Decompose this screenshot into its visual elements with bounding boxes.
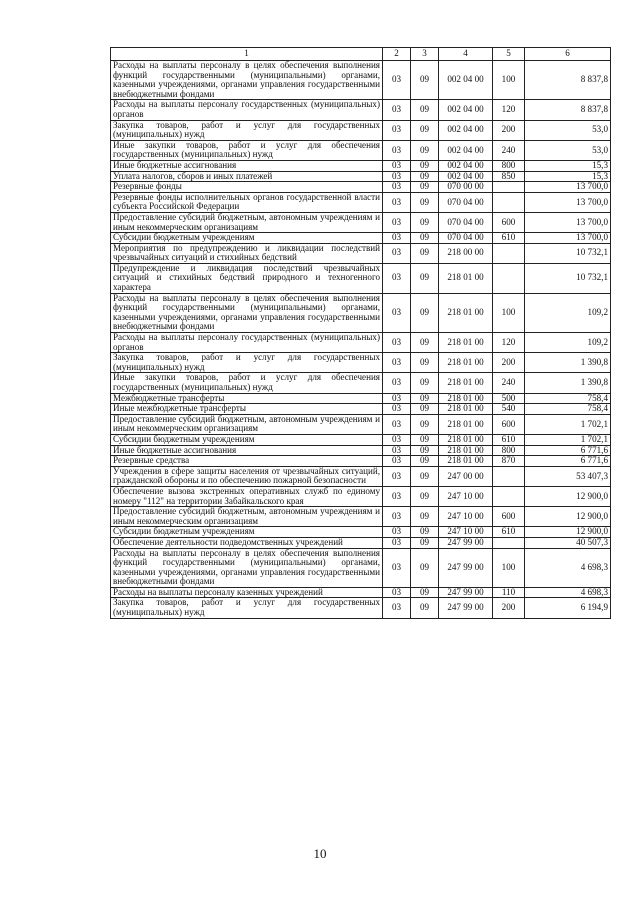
budget-table-body	[111, 48, 611, 619]
table-row	[111, 140, 611, 160]
section-cell: 03	[383, 293, 411, 332]
row-name-cell: Уплата налогов, сборов и иных платежей	[111, 171, 383, 182]
amount-cell: 13 700,0	[525, 192, 611, 212]
amount-cell: 8 837,8	[525, 100, 611, 120]
target-article-cell: 218 00 00	[439, 243, 493, 263]
section-cell: 03	[383, 527, 411, 538]
expense-type-cell: 870	[493, 456, 525, 467]
target-article-cell: 218 01 00	[439, 445, 493, 456]
target-article-cell: 002 04 00	[439, 160, 493, 171]
row-name-cell: Мероприятия по предупреждению и ликвидации последствий чрезвычайных ситуаций и стихийных бедствий	[111, 243, 383, 263]
section-cell: 03	[383, 373, 411, 393]
target-article-cell: 218 01 00	[439, 333, 493, 353]
subsection-cell: 09	[411, 598, 439, 618]
table-row	[111, 486, 611, 506]
amount-cell: 53,0	[525, 120, 611, 140]
table-row	[111, 527, 611, 538]
table-row	[111, 414, 611, 434]
target-article-cell: 218 01 00	[439, 373, 493, 393]
target-article-cell: 218 01 00	[439, 293, 493, 332]
subsection-cell: 09	[411, 393, 439, 404]
subsection-cell: 09	[411, 353, 439, 373]
subsection-cell: 09	[411, 120, 439, 140]
target-article-cell: 218 01 00	[439, 263, 493, 293]
subsection-cell: 09	[411, 263, 439, 293]
section-cell: 03	[383, 404, 411, 415]
amount-cell: 109,2	[525, 333, 611, 353]
amount-cell: 13 700,0	[525, 182, 611, 193]
table-row	[111, 171, 611, 182]
amount-cell: 6 194,9	[525, 598, 611, 618]
subsection-cell: 09	[411, 414, 439, 434]
table-row	[111, 507, 611, 527]
row-name-cell: Предоставление субсидий бюджетным, автономным учреждениям и иным некоммерческим организациям	[111, 212, 383, 232]
amount-cell: 12 900,0	[525, 486, 611, 506]
subsection-cell: 09	[411, 140, 439, 160]
target-article-cell: 247 10 00	[439, 507, 493, 527]
amount-cell: 6 771,6	[525, 445, 611, 456]
expense-type-cell: 800	[493, 160, 525, 171]
section-cell: 03	[383, 140, 411, 160]
table-row	[111, 160, 611, 171]
row-name-cell: Расходы на выплаты персоналу казенных учреждений	[111, 587, 383, 598]
target-article-cell: 247 99 00	[439, 587, 493, 598]
expense-type-cell: 600	[493, 414, 525, 434]
section-cell: 03	[383, 100, 411, 120]
expense-type-cell	[493, 466, 525, 486]
amount-cell: 10 732,1	[525, 263, 611, 293]
header-cell: 3	[411, 48, 439, 61]
expense-type-cell	[493, 182, 525, 193]
table-row	[111, 445, 611, 456]
expense-type-cell: 600	[493, 212, 525, 232]
table-row	[111, 587, 611, 598]
target-article-cell: 218 01 00	[439, 353, 493, 373]
amount-cell: 40 507,3	[525, 537, 611, 548]
table-row	[111, 434, 611, 445]
row-name-cell: Резервные фонды исполнительных органов государственной власти субъекта Российской Федерации	[111, 192, 383, 212]
subsection-cell: 09	[411, 548, 439, 587]
amount-cell: 1 390,8	[525, 373, 611, 393]
section-cell: 03	[383, 548, 411, 587]
expense-type-cell	[493, 537, 525, 548]
table-row	[111, 598, 611, 618]
row-name-cell: Расходы на выплаты персоналу в целях обеспечения выполнения функций государственными (муниципальными) органами, казенными учреждениями, органами управления государственными внебюджетными фондами	[111, 548, 383, 587]
target-article-cell: 002 04 00	[439, 120, 493, 140]
expense-type-cell	[493, 486, 525, 506]
amount-cell: 12 900,0	[525, 507, 611, 527]
expense-type-cell: 800	[493, 445, 525, 456]
section-cell: 03	[383, 456, 411, 467]
expense-type-cell: 610	[493, 527, 525, 538]
row-name-cell: Расходы на выплаты персоналу в целях обеспечения выполнения функций государственными (муниципальными) органами, казенными учреждениями, органами управления государственными внебюджетными фондами	[111, 61, 383, 100]
amount-cell: 758,4	[525, 393, 611, 404]
amount-cell: 13 700,0	[525, 233, 611, 244]
expense-type-cell: 610	[493, 434, 525, 445]
table-row	[111, 182, 611, 193]
target-article-cell: 002 04 00	[439, 171, 493, 182]
amount-cell: 15,3	[525, 160, 611, 171]
amount-cell: 1 702,1	[525, 414, 611, 434]
expense-type-cell: 100	[493, 61, 525, 100]
target-article-cell: 218 01 00	[439, 393, 493, 404]
row-name-cell: Расходы на выплаты персоналу в целях обеспечения выполнения функций государственными (муниципальными) органами, казенными учреждениями, органами управления государственными внебюджетными фондами	[111, 293, 383, 332]
amount-cell: 758,4	[525, 404, 611, 415]
row-name-cell: Закупка товаров, работ и услуг для государственных (муниципальных) нужд	[111, 353, 383, 373]
subsection-cell: 09	[411, 243, 439, 263]
section-cell: 03	[383, 263, 411, 293]
section-cell: 03	[383, 393, 411, 404]
subsection-cell: 09	[411, 192, 439, 212]
amount-cell: 1 702,1	[525, 434, 611, 445]
expense-type-cell: 200	[493, 120, 525, 140]
subsection-cell: 09	[411, 527, 439, 538]
row-name-cell: Субсидии бюджетным учреждениям	[111, 527, 383, 538]
expense-type-cell: 850	[493, 171, 525, 182]
target-article-cell: 070 00 00	[439, 182, 493, 193]
header-cell: 6	[525, 48, 611, 61]
row-name-cell: Иные бюджетные ассигнования	[111, 160, 383, 171]
table-row	[111, 373, 611, 393]
table-row	[111, 404, 611, 415]
amount-cell: 8 837,8	[525, 61, 611, 100]
target-article-cell: 002 04 00	[439, 140, 493, 160]
section-cell: 03	[383, 445, 411, 456]
section-cell: 03	[383, 434, 411, 445]
row-name-cell: Иные закупки товаров, работ и услуг для обеспечения государственных (муниципальных) нужд	[111, 140, 383, 160]
subsection-cell: 09	[411, 333, 439, 353]
expense-type-cell	[493, 243, 525, 263]
target-article-cell: 247 99 00	[439, 537, 493, 548]
row-name-cell: Расходы на выплаты персоналу государственных (муниципальных) органов	[111, 100, 383, 120]
target-article-cell: 247 10 00	[439, 486, 493, 506]
expense-type-cell: 200	[493, 598, 525, 618]
amount-cell: 4 698,3	[525, 548, 611, 587]
section-cell: 03	[383, 486, 411, 506]
expense-type-cell: 240	[493, 140, 525, 160]
row-name-cell: Иные межбюджетные трансферты	[111, 404, 383, 415]
subsection-cell: 09	[411, 445, 439, 456]
row-name-cell: Обеспечение деятельности подведомственных учреждений	[111, 537, 383, 548]
table-row	[111, 243, 611, 263]
section-cell: 03	[383, 598, 411, 618]
expense-type-cell	[493, 263, 525, 293]
amount-cell: 15,3	[525, 171, 611, 182]
target-article-cell: 247 00 00	[439, 466, 493, 486]
table-row	[111, 466, 611, 486]
section-cell: 03	[383, 160, 411, 171]
table-row	[111, 233, 611, 244]
table-row	[111, 120, 611, 140]
amount-cell: 109,2	[525, 293, 611, 332]
subsection-cell: 09	[411, 160, 439, 171]
amount-cell: 6 771,6	[525, 456, 611, 467]
expense-type-cell: 200	[493, 353, 525, 373]
target-article-cell: 218 01 00	[439, 414, 493, 434]
target-article-cell: 070 04 00	[439, 212, 493, 232]
subsection-cell: 09	[411, 171, 439, 182]
table-row	[111, 212, 611, 232]
section-cell: 03	[383, 233, 411, 244]
table-row	[111, 456, 611, 467]
section-cell: 03	[383, 212, 411, 232]
target-article-cell: 070 04 00	[439, 192, 493, 212]
subsection-cell: 09	[411, 486, 439, 506]
amount-cell: 4 698,3	[525, 587, 611, 598]
amount-cell: 53,0	[525, 140, 611, 160]
row-name-cell: Межбюджетные трансферты	[111, 393, 383, 404]
section-cell: 03	[383, 61, 411, 100]
subsection-cell: 09	[411, 507, 439, 527]
amount-cell: 53 407,3	[525, 466, 611, 486]
table-row	[111, 333, 611, 353]
target-article-cell: 218 01 00	[439, 404, 493, 415]
expense-type-cell: 500	[493, 393, 525, 404]
section-cell: 03	[383, 587, 411, 598]
section-cell: 03	[383, 507, 411, 527]
target-article-cell: 247 99 00	[439, 598, 493, 618]
section-cell: 03	[383, 466, 411, 486]
amount-cell: 13 700,0	[525, 212, 611, 232]
section-cell: 03	[383, 537, 411, 548]
section-cell: 03	[383, 120, 411, 140]
target-article-cell: 247 99 00	[439, 548, 493, 587]
expense-type-cell: 540	[493, 404, 525, 415]
amount-cell: 1 390,8	[525, 353, 611, 373]
row-name-cell: Закупка товаров, работ и услуг для государственных (муниципальных) нужд	[111, 598, 383, 618]
row-name-cell: Расходы на выплаты персоналу государственных (муниципальных) органов	[111, 333, 383, 353]
expense-type-cell: 120	[493, 100, 525, 120]
section-cell: 03	[383, 182, 411, 193]
table-row	[111, 61, 611, 100]
expense-type-cell: 600	[493, 507, 525, 527]
row-name-cell: Резервные средства	[111, 456, 383, 467]
target-article-cell: 002 04 00	[439, 100, 493, 120]
table-row	[111, 548, 611, 587]
header-cell: 4	[439, 48, 493, 61]
row-name-cell: Предоставление субсидий бюджетным, автономным учреждениям и иным некоммерческим организациям	[111, 507, 383, 527]
table-row	[111, 192, 611, 212]
header-cell: 2	[383, 48, 411, 61]
expense-type-cell: 100	[493, 548, 525, 587]
section-cell: 03	[383, 353, 411, 373]
row-name-cell: Учреждения в сфере защиты населения от чрезвычайных ситуаций, гражданской обороны и по обеспечению пожарной безопасности	[111, 466, 383, 486]
subsection-cell: 09	[411, 456, 439, 467]
table-row	[111, 263, 611, 293]
target-article-cell: 218 01 00	[439, 434, 493, 445]
subsection-cell: 09	[411, 466, 439, 486]
subsection-cell: 09	[411, 212, 439, 232]
section-cell: 03	[383, 171, 411, 182]
subsection-cell: 09	[411, 373, 439, 393]
section-cell: 03	[383, 243, 411, 263]
table-row	[111, 293, 611, 332]
subsection-cell: 09	[411, 434, 439, 445]
amount-cell: 12 900,0	[525, 527, 611, 538]
subsection-cell: 09	[411, 587, 439, 598]
target-article-cell: 247 10 00	[439, 527, 493, 538]
row-name-cell: Иные закупки товаров, работ и услуг для обеспечения государственных (муниципальных) нужд	[111, 373, 383, 393]
table-row	[111, 537, 611, 548]
row-name-cell: Обеспечение вызова экстренных оперативных служб по единому номеру "112" на территории Забайкальского края	[111, 486, 383, 506]
subsection-cell: 09	[411, 404, 439, 415]
budget-table	[110, 47, 611, 619]
target-article-cell: 218 01 00	[439, 456, 493, 467]
subsection-cell: 09	[411, 182, 439, 193]
subsection-cell: 09	[411, 61, 439, 100]
table-row	[111, 393, 611, 404]
target-article-cell: 002 04 00	[439, 61, 493, 100]
table-header-row	[111, 48, 611, 61]
expense-type-cell	[493, 192, 525, 212]
expense-type-cell: 610	[493, 233, 525, 244]
subsection-cell: 09	[411, 100, 439, 120]
expense-type-cell: 240	[493, 373, 525, 393]
target-article-cell: 070 04 00	[439, 233, 493, 244]
amount-cell: 10 732,1	[525, 243, 611, 263]
row-name-cell: Закупка товаров, работ и услуг для государственных (муниципальных) нужд	[111, 120, 383, 140]
expense-type-cell: 120	[493, 333, 525, 353]
page-number: 10	[313, 846, 327, 861]
row-name-cell: Предоставление субсидий бюджетным, автономным учреждениям и иным некоммерческим организациям	[111, 414, 383, 434]
row-name-cell: Резервные фонды	[111, 182, 383, 193]
section-cell: 03	[383, 192, 411, 212]
expense-type-cell: 100	[493, 293, 525, 332]
row-name-cell: Иные бюджетные ассигнования	[111, 445, 383, 456]
header-cell: 5	[493, 48, 525, 61]
subsection-cell: 09	[411, 233, 439, 244]
row-name-cell: Субсидии бюджетным учреждениям	[111, 233, 383, 244]
subsection-cell: 09	[411, 293, 439, 332]
section-cell: 03	[383, 414, 411, 434]
header-cell: 1	[111, 48, 383, 61]
table-row	[111, 100, 611, 120]
row-name-cell: Предупреждение и ликвидация последствий чрезвычайных ситуаций и стихийных бедствий природного и техногенного характера	[111, 263, 383, 293]
section-cell: 03	[383, 333, 411, 353]
subsection-cell: 09	[411, 537, 439, 548]
table-row	[111, 353, 611, 373]
expense-type-cell: 110	[493, 587, 525, 598]
row-name-cell: Субсидии бюджетным учреждениям	[111, 434, 383, 445]
